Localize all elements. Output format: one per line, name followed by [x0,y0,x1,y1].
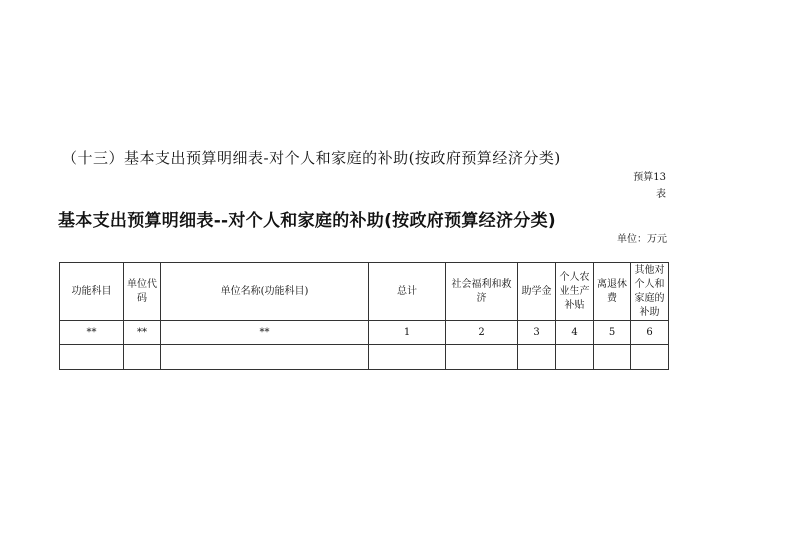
table-cell: ** [161,321,369,345]
page-title: 基本支出预算明细表--对个人和家庭的补助(按政府预算经济分类) [58,211,556,231]
table-cell [161,345,369,370]
column-header: 单位代码 [124,263,161,321]
table-cell [518,345,556,370]
table-cell [369,345,446,370]
table-cell: 5 [594,321,631,345]
table-cell [446,345,518,370]
table-cell [60,345,124,370]
table-cell [594,345,631,370]
table-cell: ** [60,321,124,345]
column-header: 社会福利和救济 [446,263,518,321]
column-header: 单位名称(功能科目) [161,263,369,321]
section-heading: （十三）基本支出预算明细表-对个人和家庭的补助(按政府预算经济分类) [62,149,561,167]
table-cell: 1 [369,321,446,345]
column-header: 其他对个人和家庭的补助 [631,263,669,321]
table-row [60,345,669,370]
table-cell: 3 [518,321,556,345]
table-cell [124,345,161,370]
column-header: 总计 [369,263,446,321]
table-cell: ** [124,321,161,345]
column-header: 助学金 [518,263,556,321]
table-code-row [60,321,669,345]
table-cell [556,345,594,370]
table-header-row [60,263,669,321]
column-header: 离退休费 [594,263,631,321]
budget-detail-table [59,262,669,370]
table-cell: 4 [556,321,594,345]
unit-label: 单位：万元 [617,234,667,245]
table-cell: 6 [631,321,669,345]
column-header: 个人农业生产补贴 [556,263,594,321]
table-cell [631,345,669,370]
column-header: 功能科目 [60,263,124,321]
form-number: 预算13表 [633,172,666,200]
table-cell: 2 [446,321,518,345]
